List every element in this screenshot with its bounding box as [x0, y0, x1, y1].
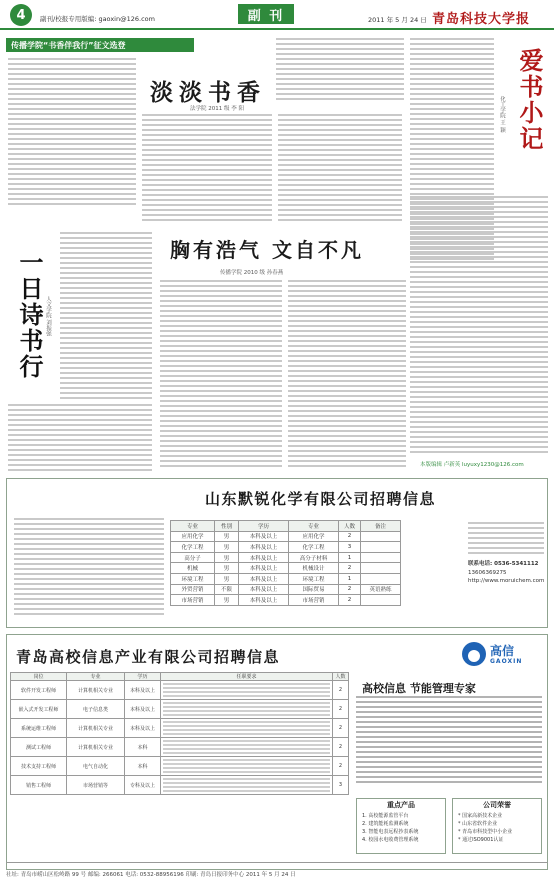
article-body-danxiang-col1: [142, 114, 272, 226]
ad1-table-cell: 高分子材料: [289, 552, 339, 563]
ad1-table-cell: [361, 573, 401, 584]
ad2-products-list: [362, 812, 444, 844]
article-byline-danxiang: 法学院 2011 级 李 阳: [190, 106, 244, 112]
intro-text-block: [8, 58, 136, 210]
ad1-title: 山东默锐化学有限公司招聘信息: [205, 490, 437, 508]
ad1-table-cell: 3: [339, 542, 361, 553]
ad2-table-cell: 嵌入式开发工程师: [11, 700, 67, 719]
article-byline-yiri: 人文学院 刘振强: [45, 296, 51, 337]
ad2-table-cell: 本科及以上: [125, 681, 161, 700]
ad1-table-cell: 外贸营销: [171, 584, 215, 595]
ad1-col-header: 专业: [171, 521, 215, 532]
ad1-table-cell: 环境工程: [289, 573, 339, 584]
ad1-table-cell: 环境工程: [171, 573, 215, 584]
masthead: [0, 0, 554, 30]
ad2-table-cell: [161, 700, 333, 719]
ad1-table-cell: 本科及以上: [239, 584, 289, 595]
ad2-product-item: 2. 建筑能耗监测系统: [362, 821, 409, 827]
ad1-table-cell: 1: [339, 552, 361, 563]
ad2-table-row: [11, 719, 349, 738]
masthead-left-line: 副刊/校报专用版编: gaoxin@126.com: [40, 15, 155, 23]
ad2-table-cell: 技术支持工程师: [11, 757, 67, 776]
ad2-slogan: 高校信息 节能管理专家: [362, 682, 476, 695]
ad1-table-cell: 男: [215, 552, 239, 563]
page-number-badge: 4: [10, 4, 32, 26]
ad1-table-row: [171, 552, 401, 563]
ad1-jobs-table-wrap: [170, 520, 401, 606]
ad2-table-cell: 2: [333, 681, 349, 700]
paper-name: 青岛科技大学报: [432, 12, 531, 27]
article-title-danxiang: 淡淡书香: [150, 79, 266, 106]
ad1-contact-phone: 13606369275: [468, 569, 507, 576]
ad2-col-header: 任职要求: [161, 673, 333, 681]
ad2-table-cell: 测试工程师: [11, 738, 67, 757]
ad1-table-cell: 化学工程: [171, 542, 215, 553]
ad2-table-cell: [161, 757, 333, 776]
ad1-col-header: 备注: [361, 521, 401, 532]
ad2-table-cell: 计算机相关专业: [67, 681, 125, 700]
article-body-xiongyou-col1: [160, 280, 282, 470]
ad1-table-row: [171, 531, 401, 542]
ad1-table-cell: 国际贸易: [289, 584, 339, 595]
ad1-col-header: 专业: [289, 521, 339, 532]
ad2-table-cell: [161, 681, 333, 700]
ad1-contact-web[interactable]: http://www.moruichem.com: [468, 578, 545, 584]
ad2-table-cell: 销售工程师: [11, 776, 67, 795]
ad2-table-row: [11, 757, 349, 776]
ad2-table-cell: 电子信息类: [67, 700, 125, 719]
article-body-xiongyou-col2: [288, 280, 406, 470]
editor-line: 本版编辑 卢新英 luyuxy1230@126.com: [420, 462, 524, 468]
ad1-table-cell: 2: [339, 531, 361, 542]
ad1-table-cell: 1: [339, 573, 361, 584]
ad2-honor-item: * 青岛市科技型中小企业: [458, 829, 513, 835]
ad1-col-header: 学历: [239, 521, 289, 532]
ad1-table-cell: 应用化学: [171, 531, 215, 542]
ad1-contact-phone-title: 联系电话: 0536-5341112: [468, 561, 539, 567]
issue-date: 2011 年 5 月 24 日: [368, 16, 427, 24]
ad2-table-cell: 2: [333, 700, 349, 719]
ad1-jobs-table: [170, 520, 401, 606]
article-body-yiri-col2: [8, 404, 152, 474]
ad1-table-cell: 男: [215, 563, 239, 574]
ad2-honors-list: [458, 812, 540, 844]
ad2-col-header: 岗位: [11, 673, 67, 681]
article-byline-xiongyou: 传播学院 2010 级 孙春燕: [220, 270, 284, 276]
ad2-table-cell: 2: [333, 738, 349, 757]
ad2-table-cell: 市场营销等: [67, 776, 125, 795]
ad1-table-cell: [361, 542, 401, 553]
gaoxin-logo-en: GAOXIN: [490, 658, 523, 665]
ad1-table-cell: [361, 595, 401, 606]
footer-line: 社址: 青岛市崂山区松岭路 99 号 邮编: 266061 电话: 0532-88956196 印刷: 青岛日报印务中心 2011 年 5 月 24 日: [6, 872, 296, 878]
ad2-col-header: 学历: [125, 673, 161, 681]
ad2-product-item: 1. 高校能源监管平台: [362, 813, 409, 819]
ad2-table-cell: 本科及以上: [125, 700, 161, 719]
ad1-table-cell: 2: [339, 584, 361, 595]
masthead-rule: [0, 28, 554, 30]
ad1-table-cell: 2: [339, 595, 361, 606]
ad2-table-cell: [161, 738, 333, 757]
ad1-contact-block: [468, 522, 544, 586]
ad1-table-cell: 市场营销: [289, 595, 339, 606]
article-title-aishu: 爱书小记: [515, 48, 544, 152]
ad2-product-item: 3. 智能电表远程抄表系统: [362, 829, 419, 835]
ad2-jobs-table-wrap: [10, 672, 349, 795]
essay-contest-banner: 传播学院“书香伴我行”征文选登: [6, 38, 194, 52]
article-body-danxiang-col2: [278, 114, 402, 226]
ad2-table-row: [11, 776, 349, 795]
ad1-col-header: 性别: [215, 521, 239, 532]
ad1-table-cell: 本科及以上: [239, 552, 289, 563]
article-body-aishu-col2: [410, 196, 548, 458]
ad1-table-cell: 机械设计: [289, 563, 339, 574]
ad1-table-cell: 本科及以上: [239, 531, 289, 542]
ad2-table-cell: 3: [333, 776, 349, 795]
ad2-table-cell: 本科: [125, 757, 161, 776]
ad2-table-cell: 计算机相关专业: [67, 719, 125, 738]
ad2-product-item: 4. 校园水电收费管理系统: [362, 837, 419, 843]
ad1-table-row: [171, 584, 401, 595]
ad2-table-cell: 专科及以上: [125, 776, 161, 795]
ad2-table-cell: 2: [333, 757, 349, 776]
article-body-top-middle: [276, 38, 404, 108]
ad2-honors-title: 公司荣誉: [483, 801, 511, 809]
gaoxin-logo-icon: [462, 642, 486, 666]
ad2-jobs-table: [10, 672, 349, 795]
ad1-table-cell: 男: [215, 573, 239, 584]
ad1-table-cell: [361, 531, 401, 542]
article-title-xiongyou: 胸有浩气 文自不凡: [170, 238, 364, 262]
ad1-table-cell: [361, 563, 401, 574]
ad1-table-cell: 应用化学: [289, 531, 339, 542]
article-byline-aishu: 化工学院 王 颖: [499, 96, 505, 133]
ad1-table-cell: 男: [215, 595, 239, 606]
ad1-table-cell: 化学工程: [289, 542, 339, 553]
ad1-col-header: 人数: [339, 521, 361, 532]
ad2-table-cell: 系统运维工程师: [11, 719, 67, 738]
ad2-table-cell: 本科: [125, 738, 161, 757]
ad2-title: 青岛高校信息产业有限公司招聘信息: [16, 648, 281, 666]
ad1-table-cell: 本科及以上: [239, 563, 289, 574]
ad1-table-cell: 英语熟练: [361, 584, 401, 595]
ad2-honor-item: * 国家高新技术企业: [458, 813, 503, 819]
gaoxin-logo: [462, 640, 542, 670]
ad1-table-cell: 机械: [171, 563, 215, 574]
ad1-table-cell: 本科及以上: [239, 595, 289, 606]
ad2-table-cell: 2: [333, 719, 349, 738]
ad2-table-cell: 软件开发工程师: [11, 681, 67, 700]
gaoxin-logo-cn: 高信: [490, 644, 515, 658]
ad1-table-cell: 高分子: [171, 552, 215, 563]
ad1-table-cell: [361, 552, 401, 563]
ad2-table-cell: 计算机相关专业: [67, 738, 125, 757]
ad1-table-cell: 本科及以上: [239, 573, 289, 584]
ad1-table-row: [171, 595, 401, 606]
ad2-table-row: [11, 681, 349, 700]
section-title: 副 刊: [238, 4, 294, 24]
ad1-table-row: [171, 573, 401, 584]
ad2-products-title: 重点产品: [387, 801, 415, 809]
ad1-table-row: [171, 563, 401, 574]
ad2-table-cell: 电气自动化: [67, 757, 125, 776]
ad2-table-cell: 本科及以上: [125, 719, 161, 738]
ad1-table-cell: 男: [215, 542, 239, 553]
ad1-table-cell: 2: [339, 563, 361, 574]
ad1-table-cell: 本科及以上: [239, 542, 289, 553]
ad2-col-header: 人数: [333, 673, 349, 681]
ad2-col-header: 专业: [67, 673, 125, 681]
article-title-yiri: 一日诗书行: [15, 250, 44, 380]
ad2-table-row: [11, 700, 349, 719]
ad2-table-row: [11, 738, 349, 757]
ad1-table-cell: 男: [215, 531, 239, 542]
ad1-table-cell: 不限: [215, 584, 239, 595]
ad2-table-cell: [161, 719, 333, 738]
ad1-company-intro: [14, 518, 164, 622]
article-body-yiri-col1: [60, 232, 152, 402]
ad1-table-row: [171, 542, 401, 553]
ad2-honor-item: * 通过ISO9001认证: [458, 837, 504, 843]
ad2-honor-item: * 山东省软件企业: [458, 821, 498, 827]
ad2-company-intro: [356, 696, 542, 792]
ad1-table-cell: 市场营销: [171, 595, 215, 606]
ad2-table-cell: [161, 776, 333, 795]
footer-rule: [6, 862, 548, 863]
